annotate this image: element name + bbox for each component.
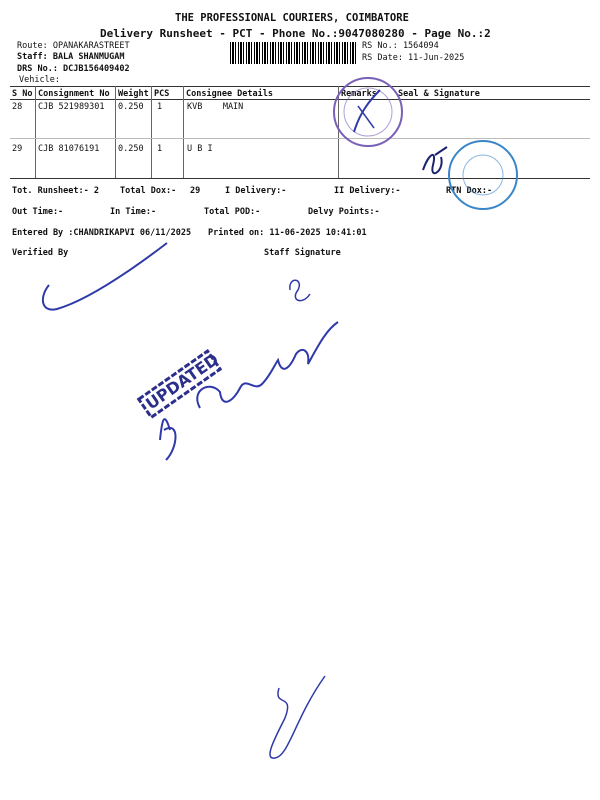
col-consignee: Consignee Details [186, 89, 273, 99]
bottom-signature-icon [255, 668, 335, 768]
staff-label: Staff: BALA SHANMUGAM [17, 52, 125, 62]
col-remarks: Remarks [341, 89, 377, 99]
col-seal: Seal & Signature [398, 89, 480, 99]
bank-seal-2-icon [415, 135, 525, 215]
vehicle-label: Vehicle: [19, 75, 60, 85]
verified-by: Verified By [12, 248, 69, 258]
staff-signature-icon [150, 280, 350, 470]
company-title: THE PROFESSIONAL COURIERS, COIMBATORE [175, 12, 409, 24]
total-dox-value: 29 [190, 186, 201, 196]
route-label: Route: OPANAKARASTREET [17, 41, 130, 51]
row-weight: 0.250 [118, 102, 144, 112]
row-consignee: U B I [187, 144, 213, 154]
row-consignment: CJB 521989301 [38, 102, 105, 112]
row-weight: 0.250 [118, 144, 144, 154]
total-dox-label: Total Dox:- [120, 186, 177, 196]
table-top-rule [10, 86, 590, 87]
col-sep [115, 86, 116, 178]
rs-date: RS Date: 11-Jun-2025 [362, 53, 465, 63]
rtn-dox: RTN Dox:- [446, 186, 493, 196]
runsheet-subtitle: Delivery Runsheet - PCT - Phone No.:9047080280 - Page No.:2 [100, 27, 491, 40]
table-header-rule [10, 99, 590, 100]
bank-seal-icon [330, 72, 410, 152]
row-pcs: 1 [157, 144, 163, 154]
col-sep [35, 86, 36, 178]
out-time: Out Time:- [12, 207, 64, 217]
updated-stamp-text: UPDATED [142, 349, 223, 414]
col-pcs: PCS [154, 89, 170, 99]
entered-by: Entered By :CHANDRIKAPVI 06/11/2025 [12, 228, 192, 238]
col-sno: S No [12, 89, 33, 99]
row-consignment: CJB 81076191 [38, 144, 100, 154]
row-consignee: KVB MAIN [187, 102, 244, 112]
staff-signature-label: Staff Signature [264, 248, 341, 258]
row-pcs: 1 [157, 102, 163, 112]
i-delivery: I Delivery:- [225, 186, 287, 196]
ii-delivery: II Delivery:- [334, 186, 401, 196]
total-pod: Total POD:- [204, 207, 261, 217]
rs-number: RS No.: 1564094 [362, 41, 439, 51]
col-weight: Weight [118, 89, 149, 99]
delvy-points: Delvy Points:- [308, 207, 380, 217]
col-sep [151, 86, 152, 178]
drs-number: DRS No.: DCJB156409402 [17, 64, 130, 74]
col-consignment: Consignment No [38, 89, 110, 99]
col-sep [183, 86, 184, 178]
in-time: In Time:- [110, 207, 157, 217]
printed-on: Printed on: 11-06-2025 10:41:01 [208, 228, 367, 238]
total-runsheet: Tot. Runsheet:- 2 [12, 186, 99, 196]
barcode [230, 42, 356, 64]
row-sno: 28 [12, 102, 23, 112]
row-sno: 29 [12, 144, 23, 154]
